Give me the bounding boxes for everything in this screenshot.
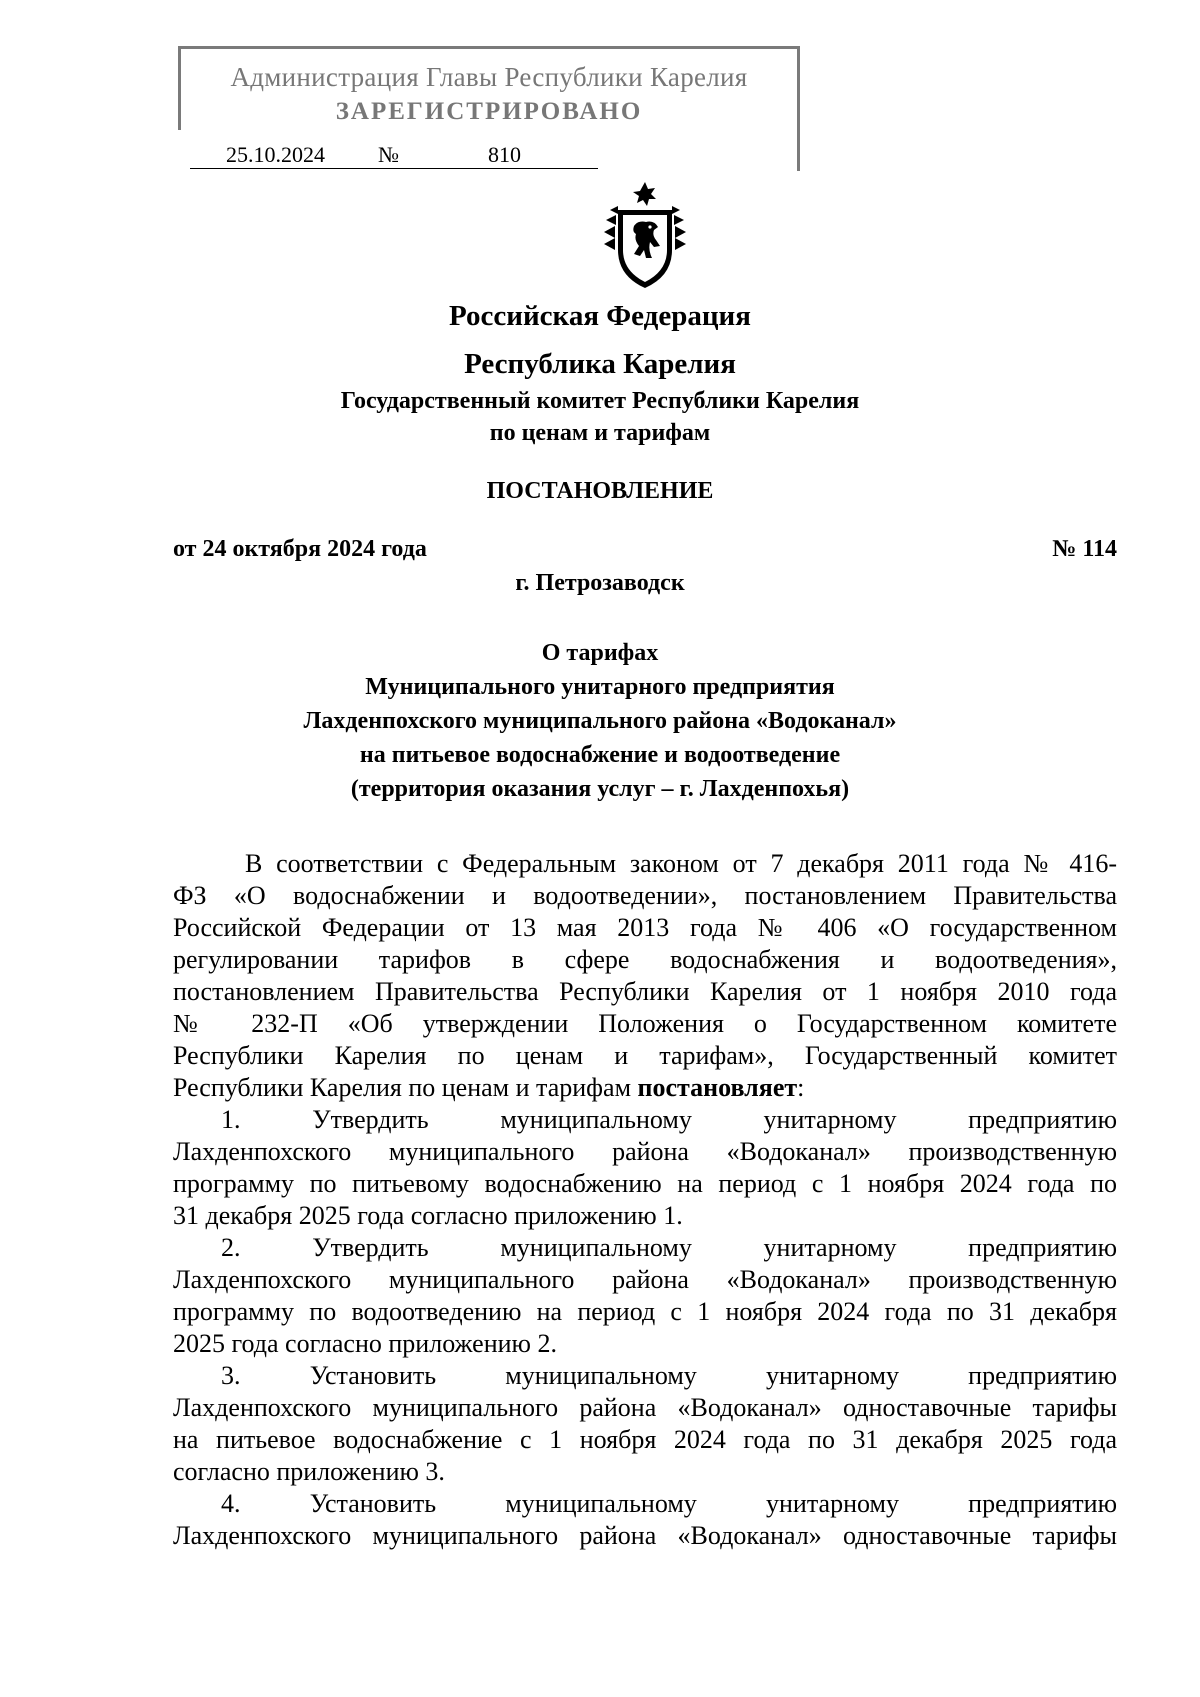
- stamp-status: ЗАРЕГИСТРИРОВАНО: [335, 98, 643, 125]
- preamble-line: регулировании тарифов в сфере водоснабжения и водоотведения»,: [173, 945, 1117, 974]
- registration-underline: [190, 168, 598, 169]
- stamp-gap: [175, 130, 181, 175]
- header-agency-line2: по ценам и тарифам: [489, 420, 711, 446]
- preamble-line: Российской Федерации от 13 мая 2013 года № 406 «О государственном: [173, 913, 1117, 942]
- document-body: [173, 848, 1117, 1552]
- header-republic: Республика Карелия: [464, 348, 736, 380]
- preamble-last-line: [173, 1072, 1117, 1104]
- item-4-line: 4. Установить муниципальному унитарному предприятию: [221, 1489, 1117, 1518]
- preamble-resolves: постановляет: [637, 1073, 798, 1102]
- title-line4: на питьевое водоснабжение и водоотведение: [359, 742, 841, 768]
- document-number: № 114: [1052, 536, 1117, 562]
- item-3-line: согласно приложению 3.: [173, 1457, 445, 1486]
- preamble-line: ФЗ «О водоснабжении и водоотведении», постановлением Правительства: [173, 881, 1117, 910]
- item-1-line: Лахденпохского муниципального района «Водоканал» производственную: [173, 1137, 1117, 1166]
- item-3-line: Лахденпохского муниципального района «Водоканал» одноставочные тарифы: [173, 1393, 1117, 1422]
- item-3-line: на питьевое водоснабжение с 1 ноября 2024 года по 31 декабря 2025 года: [173, 1425, 1117, 1454]
- item-2-line: Лахденпохского муниципального района «Водоканал» производственную: [173, 1265, 1117, 1294]
- document-type: ПОСТАНОВЛЕНИЕ: [486, 478, 714, 504]
- registration-number: 810: [488, 142, 521, 167]
- stamp-authority: Администрация Главы Республики Карелия: [230, 62, 748, 92]
- title-line2: Муниципального унитарного предприятия: [365, 674, 835, 700]
- title-line1: О тарифах: [541, 640, 659, 666]
- item-4-line: Лахденпохского муниципального района «Водоканал» одноставочные тарифы: [173, 1521, 1117, 1550]
- header-country: Российская Федерация: [449, 300, 751, 332]
- preamble-line: № 232-П «Об утверждении Положения о Государственном комитете: [173, 1009, 1117, 1038]
- item-1-line: программу по питьевому водоснабжению на период с 1 ноября 2024 года по: [173, 1169, 1117, 1198]
- item-2-line: программу по водоотведению на период с 1 ноября 2024 года по 31 декабря: [173, 1297, 1117, 1326]
- item-1-line: 31 декабря 2025 года согласно приложению 1.: [173, 1201, 683, 1230]
- preamble-line: Республики Карелия по ценам и тарифам», Государственный комитет: [173, 1041, 1117, 1070]
- title-line5: (территория оказания услуг – г. Лахденпохья): [350, 776, 850, 802]
- preamble-colon: :: [797, 1073, 805, 1102]
- item-1-line: 1. Утвердить муниципальному унитарному предприятию: [221, 1105, 1117, 1134]
- item-2-line: 2025 года согласно приложению 2.: [173, 1329, 557, 1358]
- coat-of-arms-icon: [596, 180, 694, 292]
- preamble-text: Республики Карелия по ценам и тарифам: [173, 1073, 638, 1102]
- title-line3: Лахденпохского муниципального района «Водоканал»: [303, 708, 897, 734]
- registration-date: 25.10.2024: [226, 142, 325, 167]
- header-agency-line1: Государственный комитет Республики Карелия: [340, 388, 860, 414]
- preamble-line: постановлением Правительства Республики Карелия от 1 ноября 2010 года: [173, 977, 1117, 1006]
- document-city: г. Петрозаводск: [515, 570, 685, 596]
- item-3-line: 3. Установить муниципальному унитарному предприятию: [221, 1361, 1117, 1390]
- document-date: от 24 октября 2024 года: [173, 536, 427, 562]
- item-2-line: 2. Утвердить муниципальному унитарному предприятию: [221, 1233, 1117, 1262]
- registration-number-sign: №: [378, 142, 399, 167]
- preamble-line: В соответствии с Федеральным законом от 7 декабря 2011 года № 416-: [245, 849, 1117, 878]
